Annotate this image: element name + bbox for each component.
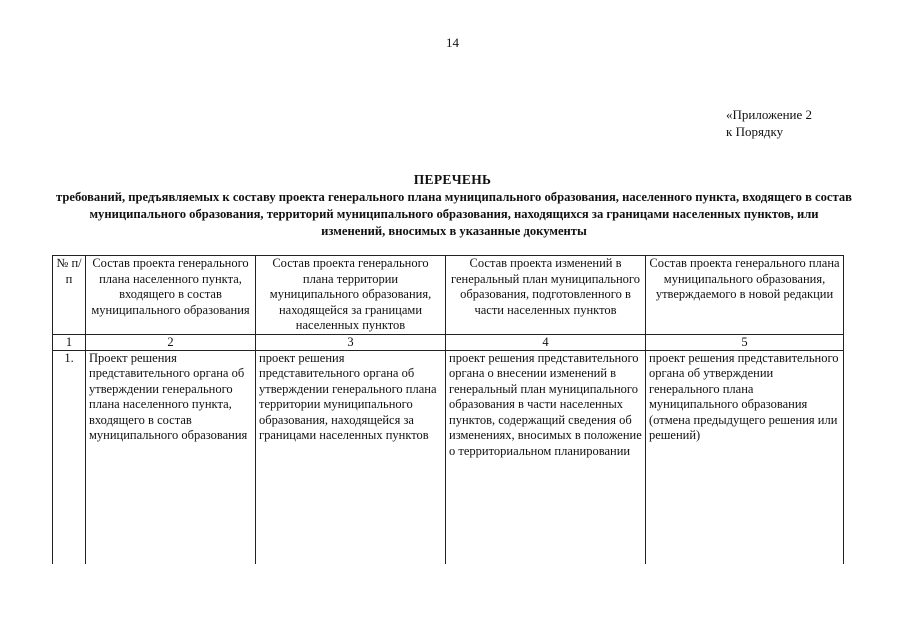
cell-new-edition-plan: проект решения представительного органа об утверждении генерального плана муниципального образования (отмена предыдущего решения или решений) [646,350,844,564]
table-header-row [53,256,844,335]
header-plan-changes: Состав проекта изменений в генеральный план муниципального образования, подготовленного в части населенных пунктов [446,256,646,335]
column-number: 4 [446,334,646,350]
document-title: ПЕРЕЧЕНЬ [413,172,492,187]
appendix-reference [726,106,812,140]
document-subtitle: требований, предъявляемых к составу проекта генерального плана муниципального образования, населенного пункта, входящего в состав муниципального образования, территорий муниципального образования, находящихся за границами населенных пунктов, или изменений, вносимых в указанные документы [56,190,852,238]
row-number: 1. [53,350,86,564]
cell-plan-changes: проект решения представительного органа о внесении изменений в генеральный план муниципального образования в части населенных пунктов, содержащий сведения об изменениях, вносимых в положение о территориальном планировании [446,350,646,564]
column-number-row [53,334,844,350]
column-number: 1 [53,334,86,350]
appendix-line-2: к Порядку [726,124,784,139]
column-number: 3 [256,334,446,350]
page-number: 14 [446,35,459,50]
appendix-line-1: «Приложение 2 [726,107,813,122]
cell-settlement-plan: Проект решения представительного органа об утверждении генерального плана населенного пункта, входящего в состав муниципального образования [86,350,256,564]
header-settlement-plan: Состав проекта генерального плана населенного пункта, входящего в состав муниципального образования [86,256,256,335]
cell-outside-territory-plan: проект решения представительного органа об утверждении генерального плана территории муниципального образования, находящейся за границами населенных пунктов [256,350,446,564]
header-outside-territory-plan: Состав проекта генерального плана территории муниципального образования, находящейся за границами населенных пунктов [256,256,446,335]
header-new-edition-plan: Состав проекта генерального плана муниципального образования, утверждаемого в новой редакции [646,256,844,335]
table-row [53,350,844,564]
column-number: 2 [86,334,256,350]
column-number: 5 [646,334,844,350]
header-number: № п/п [53,256,86,335]
requirements-table [52,255,844,564]
